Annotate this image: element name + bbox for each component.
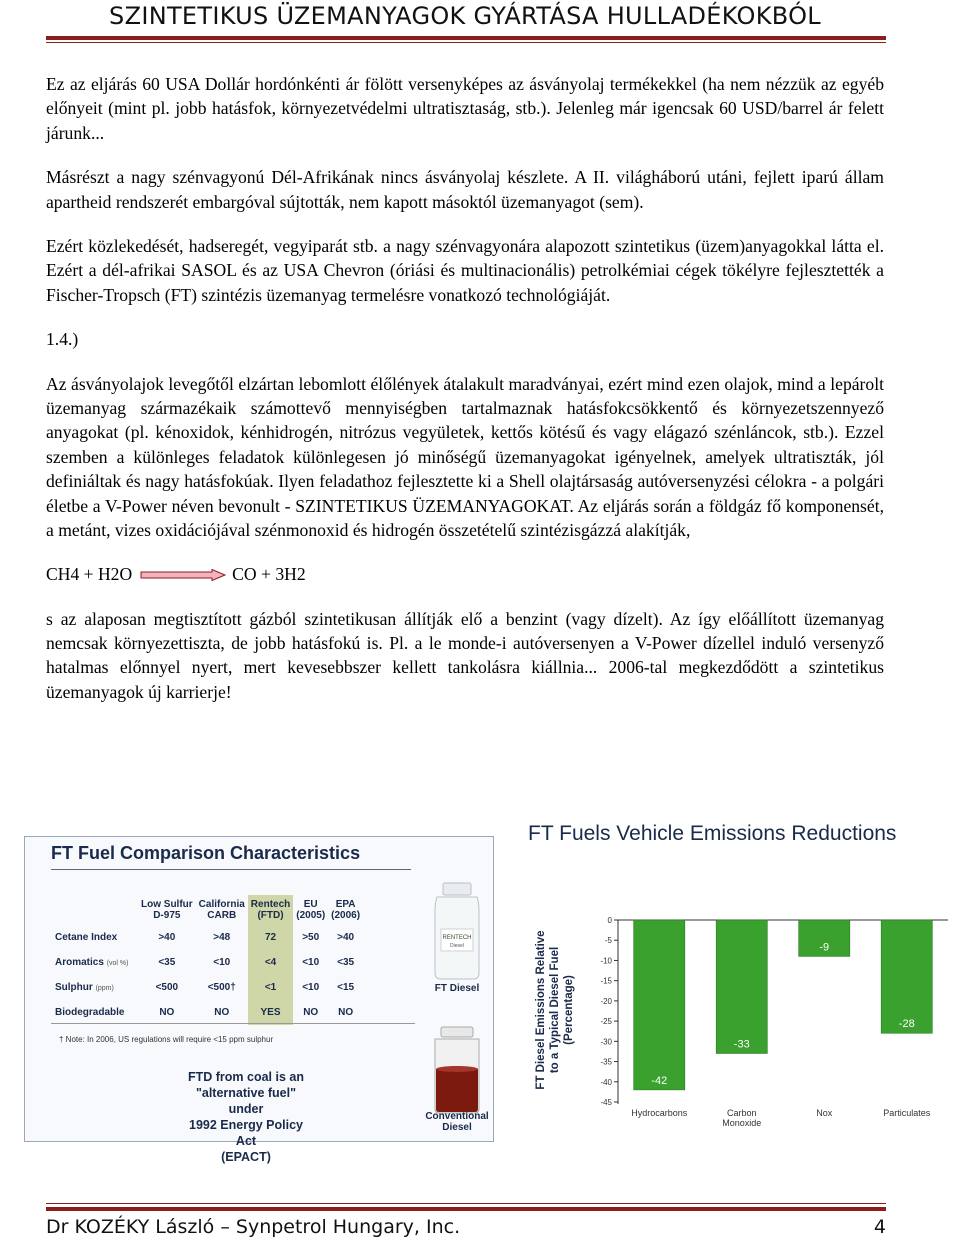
table-note: † Note: In 2006, US regulations will require <15 ppm sulphur — [59, 1035, 274, 1044]
chart-bar — [634, 920, 685, 1090]
footer-rule-thin — [46, 1203, 886, 1204]
table-cell: NO — [338, 1007, 354, 1018]
reaction-equation — [46, 563, 884, 587]
category-label-line: Carbon — [726, 1108, 757, 1118]
paragraph: Ezért közlekedését, hadseregét, vegyiparát stb. a nagy szénvagyonára alapozott szintetikus (üzem)anyagokkal látta el. Ezért a dél-afrikai SASOL és az USA Chevron (óriási és multinacionális) petrolkémiai cégek tökélyre fejlesztették a Fischer-Tropsch (FT) szintézis üzemanyag termelésre vonatkozó technológiáját. — [46, 236, 884, 305]
label-line: Diesel — [442, 1122, 472, 1133]
chart-title: FT Fuels Vehicle Emissions Reductions — [528, 822, 897, 845]
table-header-row — [53, 895, 363, 925]
row-label-text: Cetane Index — [55, 932, 118, 943]
paragraph: Az ásványolajok levegőtől elzártan lebomlott élőlények átalakult maradványai, ezért mind ezen olajok, mind a lepárolt üzemanyag származékaik számottevő mennyiségben tartalmaznak hatásfokcsökkentő és környezetszennyező anyagokat (pl. kénoxidok, kénhidrogén, nitrózus vegyületek, kettős kötésű és vagy elágazó szénláncok, stb.). Ezzel szemben a különleges feladatok különlegesen jó minőségű üzemanyagokat igényelnek, amelyek ultratiszták, jól definiáltak és nagy hatásfokúak. Ilyen feladathoz fejlesztette ki a Shell olajtársaság autóversenyzési célokra - a polgári életbe a V-Power néven bevonult - SZINTETIKUS ÜZEMANYAGOKAT. Az eljárás során a földgáz fő komponensét, a metánt, vizes oxidációjával szénmonoxid és hidrogén összetételű szintézisgázzá alakítják, — [46, 373, 884, 541]
chart-bar — [881, 920, 932, 1033]
chart-canvas — [520, 820, 956, 1140]
column-header-line: California — [198, 899, 245, 910]
header-rule-thick — [46, 36, 886, 40]
footer-rule-thick — [46, 1207, 886, 1211]
x-category-label — [722, 1108, 761, 1128]
reaction-reactants: CH4 + H2O — [46, 564, 133, 585]
column-header-line: Low Sulfur — [141, 899, 193, 910]
y-axis-title-line: (Percentage) — [563, 975, 575, 1045]
header-rule-thin — [46, 42, 886, 43]
column-header-line: EU — [303, 899, 318, 910]
section-number: 1.4.) — [46, 329, 79, 350]
paragraph: Ez az eljárás 60 USA Dollár hordónkénti ár fölött versenyképes az ásványolaj termékekkel (ha nem nézzük az egyéb előnyeit (mint pl. jobb hatásfok, környezetvédelmi ultratisztaság, stb.). Jelenleg már igencsak 60 USD/barrel ár felett járunk... — [46, 74, 884, 143]
y-tick-label: -40 — [600, 1077, 612, 1087]
bar-value-label: -33 — [733, 1038, 750, 1051]
table-row — [53, 1000, 363, 1025]
table-column-header — [196, 895, 248, 925]
x-category-label — [816, 1108, 833, 1118]
callout-line: FTD from coal is an — [188, 1070, 304, 1084]
table-cell: >50 — [302, 932, 320, 943]
table-corner — [53, 895, 138, 925]
callout-line: (EPACT) — [221, 1150, 271, 1164]
table-cell: NO — [214, 1007, 230, 1018]
table-cell: <10 — [213, 957, 231, 968]
paragraph: s az alaposan megtisztított gázból szintetikusan állítják elő a benzint (vagy dízelt). Az így előállított üzemanyag nemcsak környezettiszta, de jobb hatásfokú is. Pl. a le monde-i autóversenyen a V-Power dízellel induló versenyző hatalmas előnnyel nyert, mert kevesebbszer kellett tankolásra kiállnia... 2006-tal megkezdődött a szintetikus üzemanyagok új karrierje! — [46, 608, 884, 702]
comparison-title-rule — [51, 869, 411, 870]
row-label — [53, 950, 138, 975]
y-axis-title-line: FT Diesel Emissions Relative — [535, 930, 547, 1090]
bottle-brand-text: RENTECH — [442, 935, 472, 941]
page-title: SZINTETIKUS ÜZEMANYAGOK GYÁRTÁSA HULLADÉKOKBÓL — [109, 2, 821, 30]
y-tick-label: -35 — [600, 1057, 612, 1067]
fuel-comparison-table — [53, 895, 363, 1025]
table-cell: <1 — [248, 975, 293, 1000]
table-cell: 72 — [248, 925, 293, 950]
table-cell: <35 — [158, 957, 176, 968]
reaction-products: CO + 3H2 — [232, 564, 306, 585]
comparison-title: FT Fuel Comparison Characteristics — [51, 843, 361, 863]
table-cell: >40 — [337, 932, 355, 943]
column-header-line: (2006) — [331, 910, 361, 921]
y-tick-label: -5 — [604, 936, 612, 946]
table-cell: <10 — [302, 982, 320, 993]
row-label — [53, 925, 138, 950]
category-label-line: Particulates — [883, 1108, 931, 1118]
column-header-line: Rentech — [250, 899, 291, 910]
column-header-line: D-975 — [153, 910, 181, 921]
label-line: Conventional — [425, 1111, 489, 1122]
row-label-text: Sulphur — [55, 982, 93, 993]
row-label-text: Biodegradable — [55, 1007, 125, 1018]
x-category-label — [631, 1108, 688, 1118]
table-row — [53, 950, 363, 975]
category-label-line: Hydrocarbons — [631, 1108, 688, 1118]
ft-diesel-bottle-icon — [427, 881, 487, 981]
row-unit: (vol %) — [106, 960, 129, 967]
table-row — [53, 975, 363, 1000]
table-cell: <4 — [248, 950, 293, 975]
bottle-sub-text: Diesel — [450, 943, 464, 949]
y-tick-label: -15 — [600, 976, 612, 986]
table-cell: <15 — [337, 982, 355, 993]
reaction-arrow-icon — [140, 569, 226, 581]
column-header-line: CARB — [207, 910, 237, 921]
table-cell: NO — [303, 1007, 319, 1018]
table-cell: <35 — [337, 957, 355, 968]
emissions-chart — [520, 820, 956, 1140]
table-column-header — [138, 895, 196, 925]
conventional-diesel-bottle-icon — [427, 1025, 487, 1115]
table-row — [53, 925, 363, 950]
table-column-header — [328, 895, 363, 925]
footer-author: Dr KOZÉKY László – Synpetrol Hungary, Inc. — [46, 1216, 461, 1238]
y-tick-label: -45 — [600, 1098, 612, 1107]
conventional-diesel-label — [417, 1111, 497, 1133]
column-header-line: (2005) — [296, 910, 326, 921]
row-label — [53, 975, 138, 1000]
table-cell: <500 — [155, 982, 179, 993]
y-tick-label: -30 — [600, 1037, 612, 1047]
row-unit: (ppm) — [95, 985, 114, 992]
page-number: 4 — [873, 1216, 886, 1238]
chart-y-axis-title — [535, 930, 575, 1089]
row-label-text: Aromatics — [55, 957, 104, 968]
table-cell: NO — [159, 1007, 175, 1018]
paragraph: Másrészt a nagy szénvagyonú Dél-Afrikának nincs ásványolaj készlete. A II. világháború utáni, fejlett iparú állam apartheid rendszerét embargóval sújtották, nem kapott másoktól üzemanyagot (sem). — [46, 167, 884, 212]
fuel-comparison-panel — [24, 836, 494, 1164]
note-rule — [51, 1023, 415, 1024]
bar-value-label: -28 — [898, 1018, 915, 1031]
callout-line: "alternative fuel" under — [195, 1086, 297, 1116]
category-label-line: Monoxide — [722, 1118, 762, 1128]
y-tick-label: -25 — [600, 1017, 612, 1027]
ft-diesel-label: FT Diesel — [434, 983, 480, 994]
table-column-header — [293, 895, 328, 925]
y-tick-label: -20 — [600, 996, 612, 1006]
table-column-header — [248, 895, 293, 925]
row-label — [53, 1000, 138, 1025]
table-cell: >48 — [213, 932, 231, 943]
table-cell: YES — [248, 1000, 293, 1025]
y-tick-label: 0 — [607, 916, 612, 925]
epact-callout — [181, 1069, 311, 1165]
category-label-line: Nox — [816, 1108, 833, 1118]
y-axis-title-line: to a Typical Diesel Fuel — [549, 946, 561, 1074]
x-category-label — [883, 1108, 931, 1118]
table-cell: <10 — [302, 957, 320, 968]
chart-bar — [716, 920, 767, 1053]
column-header-line: EPA — [335, 899, 356, 910]
callout-line: 1992 Energy Policy Act — [189, 1118, 303, 1148]
body-text — [46, 72, 884, 724]
table-cell: <500† — [207, 982, 236, 993]
bar-value-label: -42 — [651, 1074, 668, 1087]
bar-value-label: -9 — [819, 941, 830, 954]
y-tick-label: -10 — [600, 956, 612, 966]
column-header-line: (FTD) — [257, 910, 284, 921]
table-cell: >40 — [158, 932, 176, 943]
